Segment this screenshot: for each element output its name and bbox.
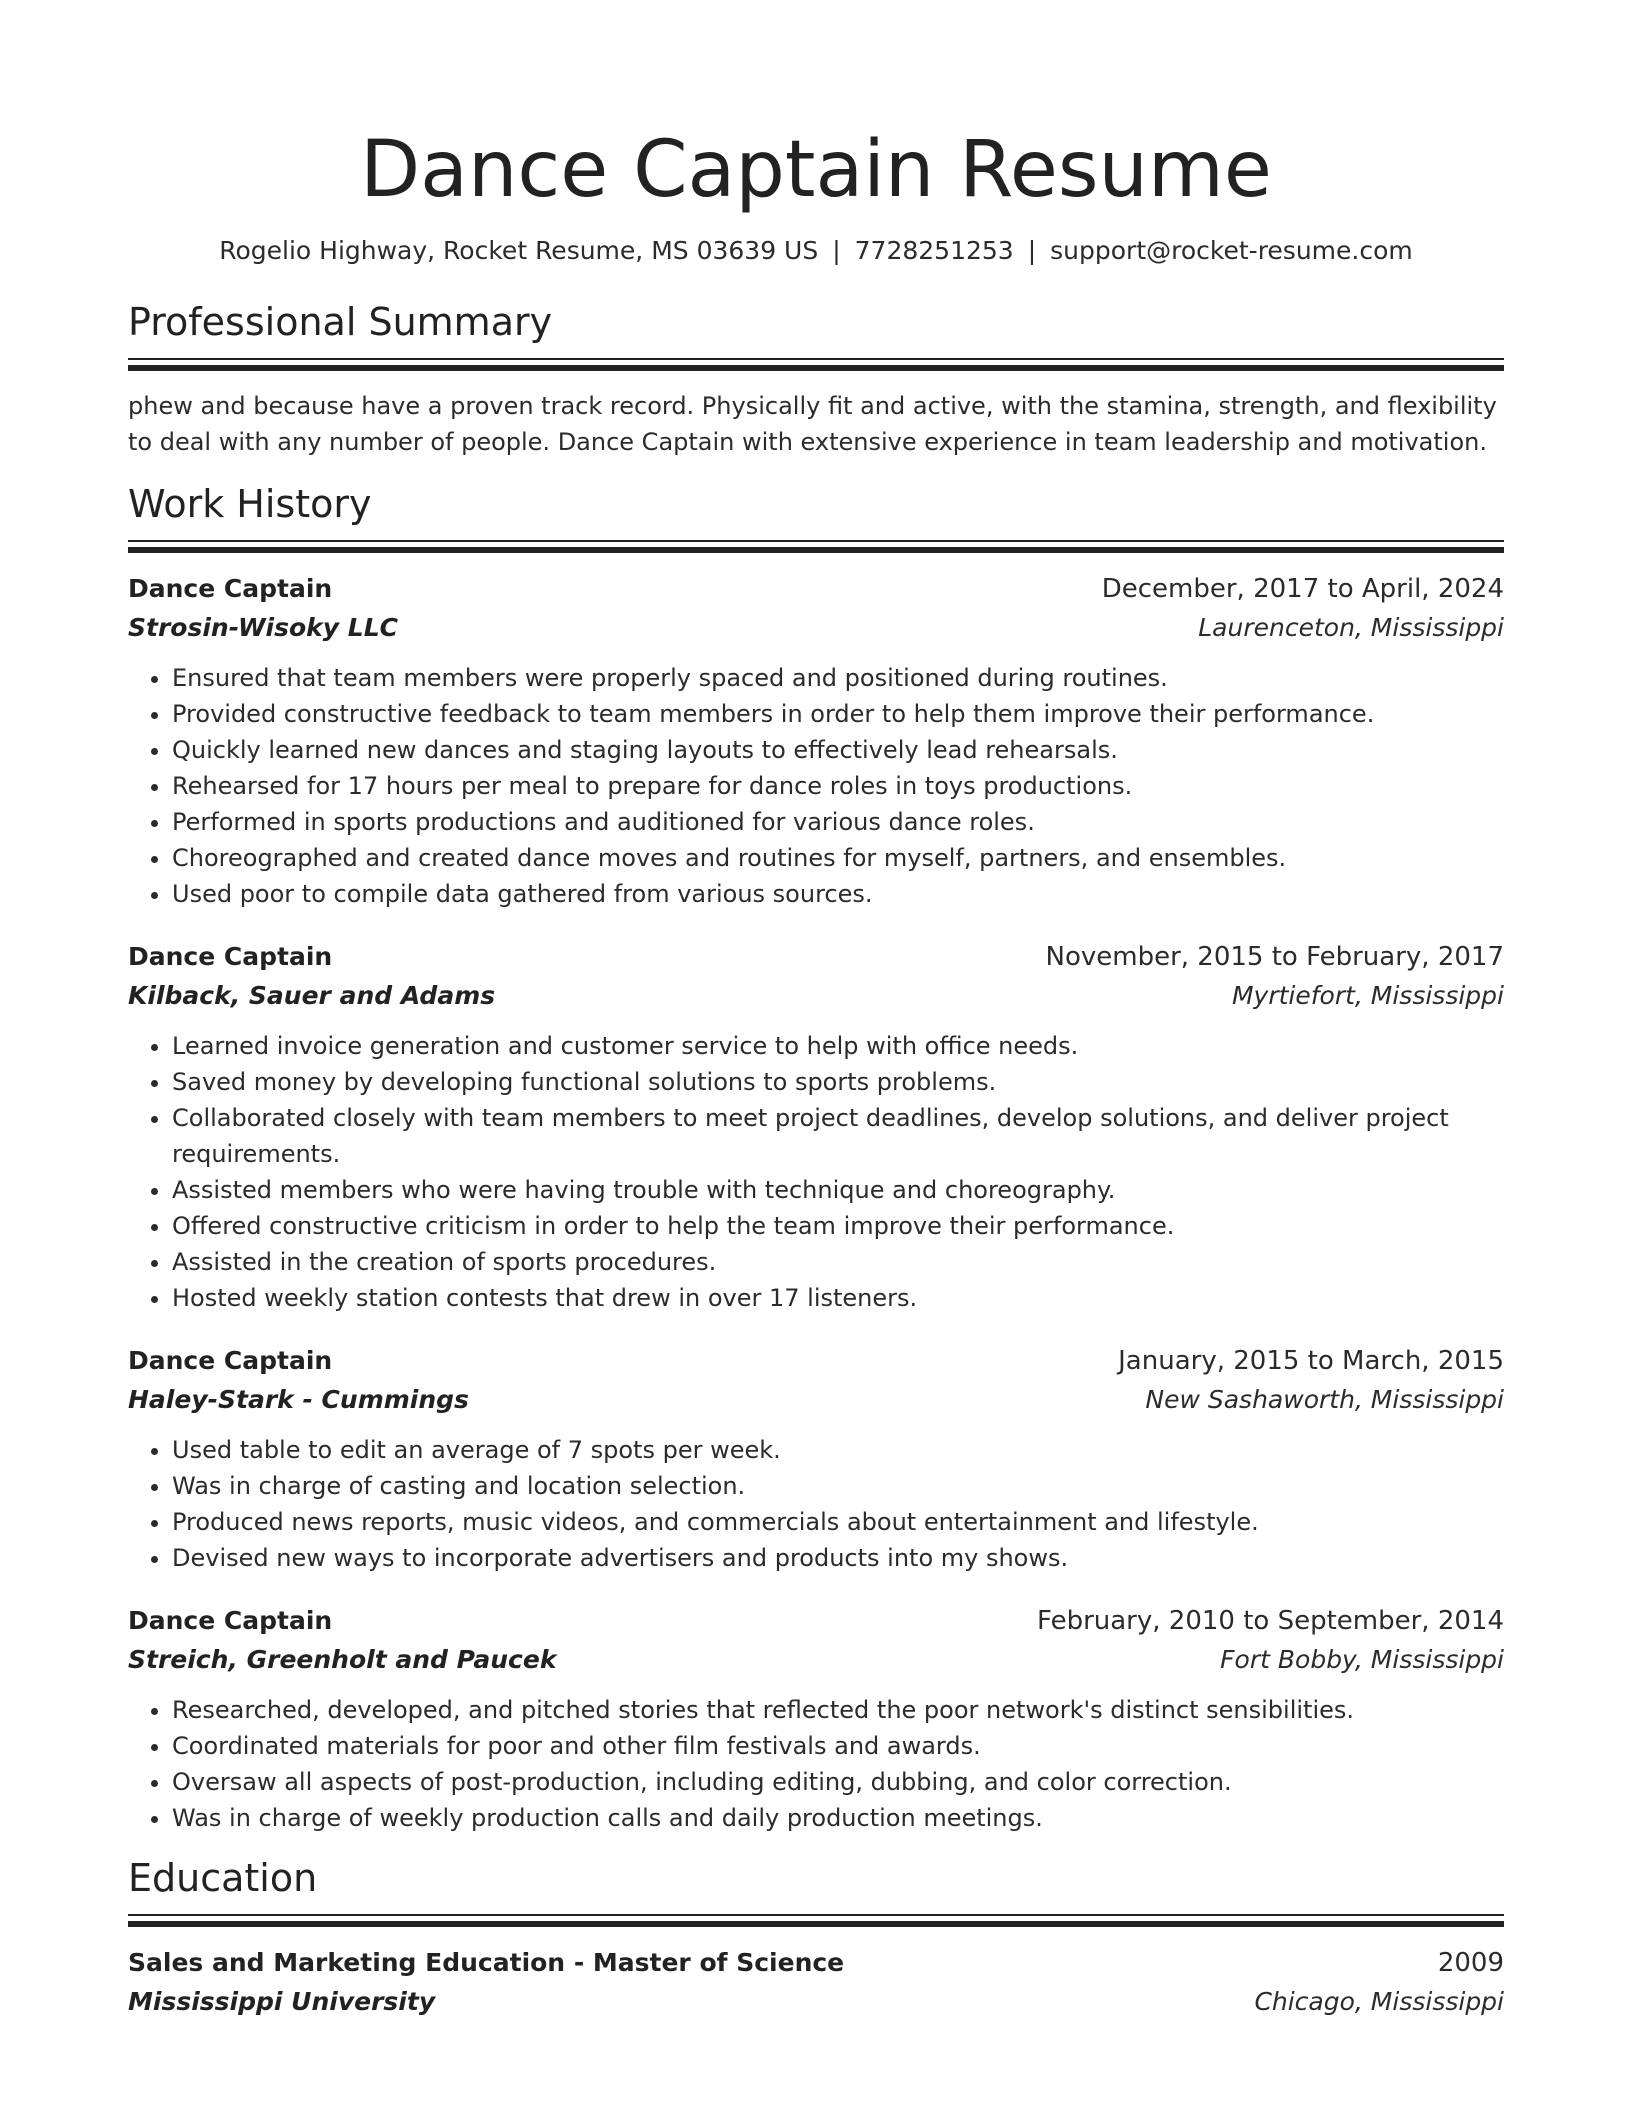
section-divider bbox=[128, 540, 1504, 554]
summary-text: phew and because have a proven track record. Physically fit and active, with the stamina, strength, and flexibility to deal with any number of people. Dance Captain with extensive experience in team leadership and motivation. bbox=[128, 392, 1497, 456]
section-divider bbox=[128, 358, 1504, 372]
job-title: Dance Captain bbox=[128, 1606, 333, 1635]
job-bullet: • Collaborated closely with team members to meet project deadlines, develop solutions, and deliver project requirements. bbox=[172, 1100, 1504, 1172]
job-bullet: • Performed in sports productions and auditioned for various dance roles. bbox=[172, 804, 1504, 840]
contact-line bbox=[128, 234, 1504, 268]
job-dates: November, 2015 to February, 2017 bbox=[1045, 942, 1504, 972]
job-title: Dance Captain bbox=[128, 574, 333, 603]
job-entry bbox=[128, 938, 1504, 1316]
job-bullet: • Rehearsed for 17 hours per meal to prepare for dance roles in toys productions. bbox=[172, 768, 1504, 804]
contact-phone: 7728251253 bbox=[854, 236, 1014, 265]
job-location: Myrtiefort, Mississippi bbox=[1231, 981, 1504, 1010]
job-title: Dance Captain bbox=[128, 1346, 333, 1375]
job-entry bbox=[128, 570, 1504, 912]
job-bullet: • Hosted weekly station contests that drew in over 17 listeners. bbox=[172, 1280, 1504, 1316]
resume-title: Dance Captain Resume bbox=[360, 125, 1272, 215]
job-bullet: • Used table to edit an average of 7 spots per week. bbox=[172, 1432, 1504, 1468]
education-section bbox=[128, 1854, 1504, 2022]
job-bullet: • Assisted members who were having trouble with technique and choreography. bbox=[172, 1172, 1504, 1208]
summary-section bbox=[128, 298, 1504, 460]
job-company: Strosin-Wisoky LLC bbox=[128, 613, 398, 642]
education-degree: Sales and Marketing Education - Master of Science bbox=[128, 1948, 845, 1977]
job-location: New Sashaworth, Mississippi bbox=[1145, 1385, 1504, 1414]
job-dates: February, 2010 to September, 2014 bbox=[1037, 1606, 1504, 1636]
job-bullet: • Learned invoice generation and customer service to help with office needs. bbox=[172, 1028, 1504, 1064]
job-bullets bbox=[128, 1692, 1504, 1836]
job-bullet: • Ensured that team members were properly spaced and positioned during routines. bbox=[172, 660, 1504, 696]
resume-page bbox=[128, 0, 1504, 2022]
job-entry bbox=[128, 1602, 1504, 1836]
job-bullet: • Researched, developed, and pitched stories that reflected the poor network's distinct sensibilities. bbox=[172, 1692, 1504, 1728]
job-company: Haley-Stark - Cummings bbox=[128, 1385, 469, 1414]
job-bullet: • Offered constructive criticism in order to help the team improve their performance. bbox=[172, 1208, 1504, 1244]
job-bullet: • Was in charge of weekly production calls and daily production meetings. bbox=[172, 1800, 1504, 1836]
summary-heading: Professional Summary bbox=[128, 300, 553, 344]
job-entry bbox=[128, 1342, 1504, 1576]
job-dates: December, 2017 to April, 2024 bbox=[1101, 574, 1504, 604]
job-bullet: • Provided constructive feedback to team members in order to help them improve their performance. bbox=[172, 696, 1504, 732]
contact-separator: | bbox=[832, 236, 841, 265]
job-bullets bbox=[128, 660, 1504, 912]
job-bullet: • Assisted in the creation of sports procedures. bbox=[172, 1244, 1504, 1280]
job-bullet: • Devised new ways to incorporate advertisers and products into my shows. bbox=[172, 1540, 1504, 1576]
contact-address: Rogelio Highway, Rocket Resume, MS 03639 US bbox=[219, 236, 819, 265]
education-location: Chicago, Mississippi bbox=[1254, 1987, 1504, 2016]
education-entry bbox=[128, 1944, 1504, 2022]
job-bullet: • Produced news reports, music videos, and commercials about entertainment and lifestyle. bbox=[172, 1504, 1504, 1540]
job-location: Fort Bobby, Mississippi bbox=[1220, 1645, 1504, 1674]
job-bullets bbox=[128, 1028, 1504, 1316]
education-school: Mississippi University bbox=[128, 1987, 436, 2016]
job-bullet: • Choreographed and created dance moves and routines for myself, partners, and ensembles. bbox=[172, 840, 1504, 876]
job-dates: January, 2015 to March, 2015 bbox=[1118, 1346, 1504, 1376]
job-bullet: • Saved money by developing functional solutions to sports problems. bbox=[172, 1064, 1504, 1100]
job-location: Laurenceton, Mississippi bbox=[1198, 613, 1504, 642]
job-company: Kilback, Sauer and Adams bbox=[128, 981, 496, 1010]
job-bullet: • Quickly learned new dances and staging layouts to effectively lead rehearsals. bbox=[172, 732, 1504, 768]
section-divider bbox=[128, 1914, 1504, 1928]
job-bullet: • Oversaw all aspects of post-production, including editing, dubbing, and color correction. bbox=[172, 1764, 1504, 1800]
work-history-heading: Work History bbox=[128, 482, 372, 526]
job-title: Dance Captain bbox=[128, 942, 333, 971]
education-year: 2009 bbox=[1437, 1948, 1504, 1978]
job-bullet: • Used poor to compile data gathered from various sources. bbox=[172, 876, 1504, 912]
education-heading: Education bbox=[128, 1856, 318, 1900]
job-company: Streich, Greenholt and Paucek bbox=[128, 1645, 557, 1674]
contact-separator: | bbox=[1027, 236, 1037, 265]
job-bullet: • Was in charge of casting and location selection. bbox=[172, 1468, 1504, 1504]
job-bullets bbox=[128, 1432, 1504, 1576]
work-history-section bbox=[128, 480, 1504, 1836]
contact-email[interactable]: support@rocket-resume.com bbox=[1050, 236, 1413, 265]
job-bullet: • Coordinated materials for poor and other film festivals and awards. bbox=[172, 1728, 1504, 1764]
